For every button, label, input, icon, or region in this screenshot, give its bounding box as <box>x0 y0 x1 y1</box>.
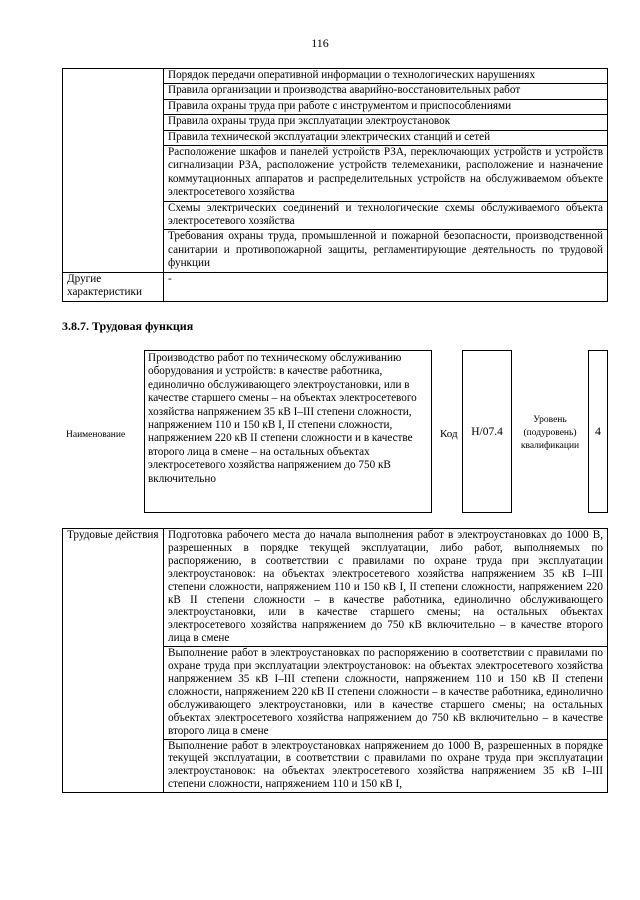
knowledge-item: Расположение шкафов и панелей устройств РЗА, переключающих устройств и устройств сигнализации РЗА, расположение устройств телемеханики, расположение и назначение коммутационных аппаратов и распределительных устройств на обслуживаемом объекте электросетевого хозяйства <box>164 146 608 202</box>
knowledge-item: Требования охраны труда, промышленной и пожарной безопасности, производственной санитарии и противопожарной защиты, регламентирующие деятельность по трудовой функции <box>164 230 608 272</box>
qualification-level-label: Уровень (подуровень) квалификации <box>520 415 580 451</box>
actions-table <box>62 528 608 793</box>
other-characteristics-value: - <box>164 272 608 301</box>
knowledge-table <box>62 68 608 302</box>
knowledge-item: Правила организации и производства аварийно-восстановительных работ <box>164 84 608 99</box>
knowledge-item: Схемы электрических соединений и технологические схемы обслуживаемого объекта электросетевого хозяйства <box>164 201 608 230</box>
actions-label: Трудовые действия <box>63 529 164 793</box>
action-item: Выполнение работ в электроустановках по распоряжению в соответствии с правилами по охране труда при эксплуатации электроустановок: на объектах электросетевого хозяйства напряжением 35 кВ I–III степени сложности, напряжением 110 и 150 кВ II степени сложности, напряжением 220 кВ II степени сложности – в качестве работника, единолично обслуживающего электроустановки, или в качестве старшего смены; на остальных объектах электросетевого хозяйства напряжением до 750 кВ включительно – в качестве второго лица в смене <box>164 647 608 739</box>
knowledge-label-cell <box>63 69 164 273</box>
page-number: 116 <box>311 36 329 50</box>
other-characteristics-label: Другие характеристики <box>63 272 164 301</box>
code-label: Код <box>440 428 458 440</box>
name-label: Наименование <box>66 430 126 440</box>
knowledge-item: Правила охраны труда при эксплуатации электроустановок <box>164 115 608 130</box>
function-name-box: Производство работ по техническому обслуживанию оборудования и устройств: в качестве работника, единолично обслуживающего электроустановки, или в качестве старшего смены – на объектах электросетевого хозяйства напряжением 35 кВ I–III степени сложности, напряжением 110 и 150 кВ I, II степени сложности, напряжением 220 кВ II степени сложности и в качестве второго лица в смене – на остальных объектах электросетевого хозяйства напряжением до 750 кВ включительно <box>144 350 432 513</box>
action-item: Выполнение работ в электроустановках напряжением до 1000 В, разрешенных в порядке текущей эксплуатации, в соответствии с правилами по охране труда при эксплуатации электроустановок: на объектах электросетевого хозяйства напряжением 35 кВ I–III степени сложности, напряжением 110 и 150 кВ I, <box>164 739 608 793</box>
knowledge-item: Порядок передачи оперативной информации о технологических нарушениях <box>164 69 608 84</box>
action-item: Подготовка рабочего места до начала выполнения работ в электроустановках до 1000 В, разрешенных в порядке текущей эксплуатации, либо работ, выполняемых по распоряжению, в соответствии с правилами по охране труда при эксплуатации электроустановок: на объектах электросетевого хозяйства напряжением 35 кВ I–III степени сложности, напряжением 110 и 150 кВ I, II степени сложности, напряжением 220 кВ II степени сложности – в качестве работника, единолично обслуживающего электроустановки, или в качестве старшего смены; на остальных объектах электросетевого хозяйства напряжением до 750 кВ включительно – в качестве второго лица в смене <box>164 529 608 647</box>
code-box: H/07.4 <box>462 350 512 513</box>
knowledge-item: Правила охраны труда при работе с инструментом и приспособлениями <box>164 99 608 114</box>
section-title: 3.8.7. Трудовая функция <box>62 319 194 333</box>
qualification-level-box: 4 <box>588 350 608 513</box>
knowledge-item: Правила технической эксплуатации электрических станций и сетей <box>164 130 608 145</box>
